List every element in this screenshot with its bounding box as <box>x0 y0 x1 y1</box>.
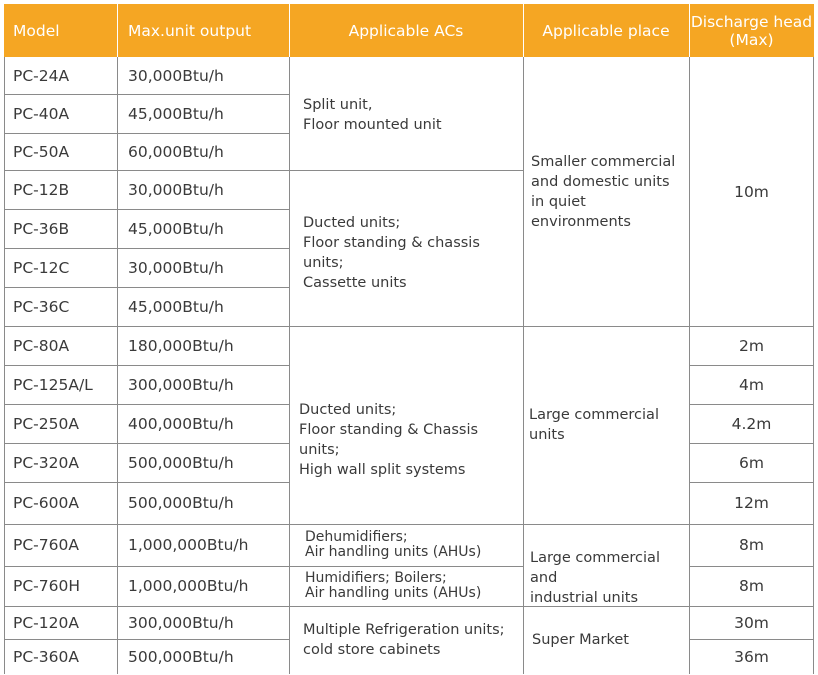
header-divider <box>689 4 690 57</box>
model-cell: PC-40A <box>13 104 70 123</box>
discharge-head-cell: 10m <box>734 182 769 201</box>
header-divider <box>289 4 290 57</box>
model-cell: PC-36C <box>13 297 70 316</box>
applicable-place-cell: Smaller commercial and domestic units in quiet environments <box>531 153 676 230</box>
discharge-head-cell: 30m <box>734 613 769 632</box>
output-cell: 400,000Btu/h <box>128 414 234 433</box>
grid-hline <box>4 606 814 607</box>
grid-hline <box>4 566 523 567</box>
model-cell: PC-760H <box>13 577 81 595</box>
output-cell: 1,000,000Btu/h <box>128 536 249 554</box>
discharge-head-cell: 8m <box>739 577 764 595</box>
model-cell: PC-600A <box>13 494 79 512</box>
model-cell: PC-12B <box>13 180 70 199</box>
model-cell: PC-36B <box>13 219 70 238</box>
model-cell: PC-125A/L <box>13 375 93 394</box>
grid-vline <box>523 57 524 674</box>
grid-hline <box>689 404 814 405</box>
header-divider <box>117 4 118 57</box>
output-cell: 500,000Btu/h <box>128 453 234 472</box>
model-cell: PC-12C <box>13 258 70 277</box>
grid-hline <box>4 365 289 366</box>
header-divider <box>523 4 524 57</box>
output-cell: 30,000Btu/h <box>128 258 224 277</box>
discharge-head-cell: 12m <box>734 494 769 512</box>
grid-hline <box>689 566 814 567</box>
output-cell: 45,000Btu/h <box>128 297 224 316</box>
grid-hline <box>689 443 814 444</box>
applicable-place-cell: Large commercial units <box>529 407 659 443</box>
grid-hline <box>4 639 289 640</box>
header-applicable-place: Applicable place <box>523 4 689 57</box>
applicable-acs-cell: Dehumidifiers; Air handling units (AHUs) <box>305 529 482 560</box>
discharge-head-cell: 6m <box>739 453 764 472</box>
discharge-head-cell: 2m <box>739 336 764 355</box>
model-cell: PC-80A <box>13 336 70 355</box>
header-discharge-head-line2: (Max) <box>729 30 774 49</box>
grid-hline <box>689 639 814 640</box>
grid-hline <box>4 209 289 210</box>
output-cell: 500,000Btu/h <box>128 647 234 666</box>
grid-hline <box>4 170 523 171</box>
model-cell: PC-320A <box>13 453 79 472</box>
grid-hline <box>4 482 289 483</box>
grid-hline <box>4 287 289 288</box>
grid-hline <box>4 94 289 95</box>
output-cell: 45,000Btu/h <box>128 219 224 238</box>
model-cell: PC-24A <box>13 66 70 85</box>
applicable-acs-cell: Ducted units; Floor standing & chassis units; Cassette units <box>303 215 480 291</box>
discharge-head-cell: 8m <box>739 536 764 554</box>
grid-hline <box>4 524 814 525</box>
grid-vline <box>289 57 290 674</box>
applicable-acs-cell: Split unit, Floor mounted unit <box>303 97 442 133</box>
applicable-place-cell: Large commercial and industrial units <box>530 550 660 606</box>
grid-hline <box>689 482 814 483</box>
model-cell: PC-120A <box>13 613 79 632</box>
applicable-acs-cell: Ducted units; Floor standing & Chassis units; High wall split systems <box>299 402 479 478</box>
model-cell: PC-760A <box>13 536 79 554</box>
output-cell: 60,000Btu/h <box>128 142 224 161</box>
header-model: Model <box>4 4 117 57</box>
spec-table <box>4 4 814 674</box>
grid-hline <box>689 365 814 366</box>
grid-hline <box>4 248 289 249</box>
output-cell: 180,000Btu/h <box>128 336 234 355</box>
model-cell: PC-50A <box>13 142 70 161</box>
grid-hline <box>4 326 814 327</box>
discharge-head-cell: 4.2m <box>731 414 772 433</box>
discharge-head-cell: 4m <box>739 375 764 394</box>
output-cell: 45,000Btu/h <box>128 104 224 123</box>
applicable-place-cell: Super Market <box>532 632 629 648</box>
grid-hline <box>4 404 289 405</box>
output-cell: 300,000Btu/h <box>128 375 234 394</box>
output-cell: 1,000,000Btu/h <box>128 577 249 595</box>
output-cell: 30,000Btu/h <box>128 66 224 85</box>
applicable-acs-cell: Humidifiers; Boilers; Air handling units (AHUs) <box>305 570 482 601</box>
grid-hline <box>4 443 289 444</box>
output-cell: 30,000Btu/h <box>128 180 224 199</box>
output-cell: 500,000Btu/h <box>128 494 234 512</box>
header-discharge-head-line1: Discharge head <box>690 12 813 31</box>
header-discharge-head <box>689 4 814 57</box>
model-cell: PC-360A <box>13 647 79 666</box>
header-applicable-acs: Applicable ACs <box>289 4 523 57</box>
output-cell: 300,000Btu/h <box>128 613 234 632</box>
header-output: Max.unit output <box>117 4 289 57</box>
discharge-head-cell: 36m <box>734 647 769 666</box>
model-cell: PC-250A <box>13 414 79 433</box>
grid-hline <box>4 133 289 134</box>
applicable-acs-cell: Multiple Refrigeration units; cold store cabinets <box>303 622 505 658</box>
